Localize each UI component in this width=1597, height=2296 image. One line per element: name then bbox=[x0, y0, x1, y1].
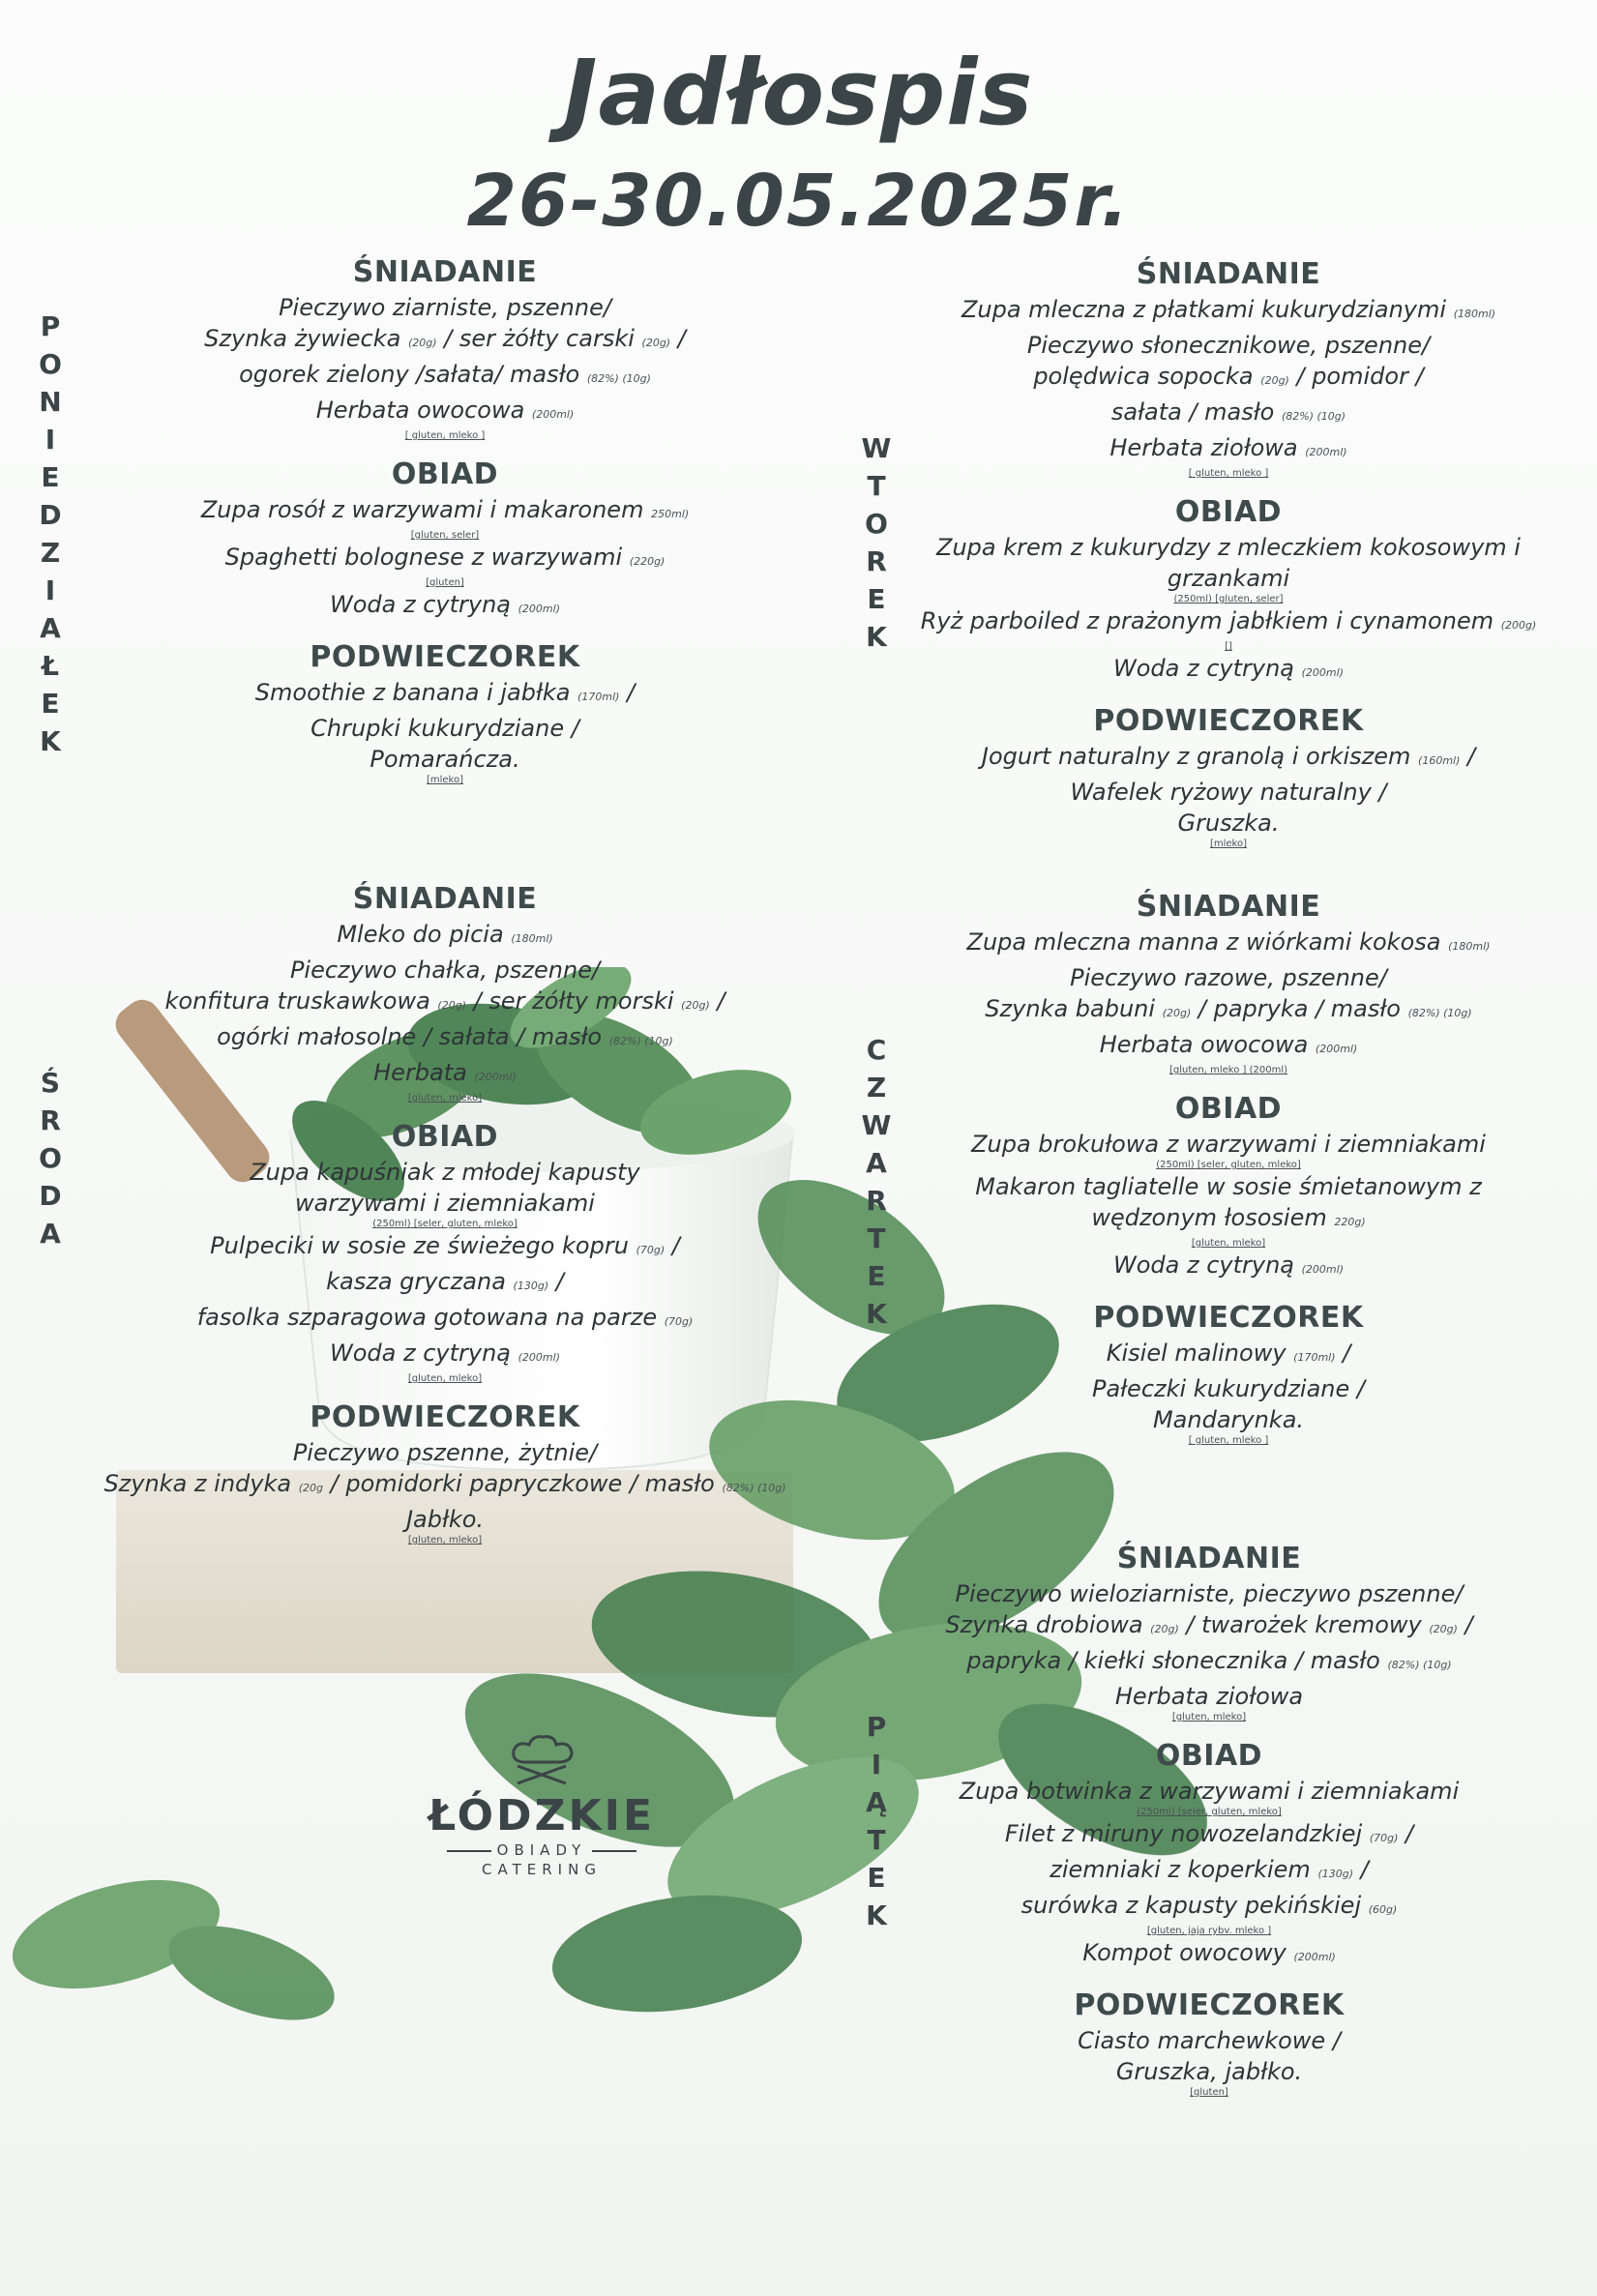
menu-item bbox=[68, 1437, 822, 1468]
menu-item bbox=[68, 1266, 822, 1302]
day-letter: I bbox=[871, 1749, 882, 1781]
menu-item bbox=[68, 986, 822, 1021]
meal-spacer bbox=[851, 689, 1597, 702]
menu-monday bbox=[68, 253, 822, 786]
menu-item bbox=[851, 653, 1597, 689]
menu-item bbox=[851, 1338, 1597, 1373]
item-text: Ciasto marchewkowe / bbox=[1078, 2027, 1341, 2054]
item-text: / bbox=[717, 987, 725, 1015]
day-label-monday bbox=[33, 308, 68, 760]
menu-item bbox=[68, 955, 822, 986]
item-text: Zupa mleczna manna z wiórkami kokosa bbox=[966, 928, 1441, 956]
day-letter: I bbox=[44, 424, 56, 456]
menu-item bbox=[851, 2025, 1567, 2056]
portion-size: (200ml) bbox=[518, 603, 560, 615]
item-text: Pulpeciki w sosie ze świeżego kopru bbox=[210, 1232, 629, 1259]
portion-size: (200ml) bbox=[531, 408, 575, 421]
allergen-note: (250ml) [seler, gluten, mleko] bbox=[1156, 1160, 1301, 1170]
item-text: Herbata bbox=[373, 1059, 467, 1086]
menu-item bbox=[851, 330, 1597, 361]
allergen-note: [gluten, jaja rybv. mleko ] bbox=[1146, 1926, 1272, 1936]
menu-item bbox=[851, 741, 1597, 777]
item-text: Pieczywo pszenne, żytnie/ bbox=[292, 1439, 598, 1466]
menu-item bbox=[68, 494, 822, 530]
day-letter: W bbox=[861, 1109, 892, 1141]
meal-heading: PODWIECZOREK bbox=[1074, 1988, 1345, 2022]
menu-thursday bbox=[851, 888, 1597, 1447]
item-text: Szynka drobiowa bbox=[945, 1611, 1143, 1638]
meal-heading: PODWIECZOREK bbox=[310, 640, 580, 674]
item-text: Zupa brokułowa z warzywami i ziemniakami bbox=[971, 1131, 1486, 1158]
item-text: Woda z cytryną bbox=[329, 1339, 511, 1367]
item-text: Chrupki kukurydziane / bbox=[311, 715, 579, 742]
portion-size: (130g) bbox=[1317, 1868, 1354, 1880]
item-text: / pomidor / bbox=[1296, 363, 1424, 390]
menu-item bbox=[851, 1129, 1597, 1160]
item-text: Szynka żywiecka bbox=[204, 325, 401, 352]
allergen-note: [] bbox=[1225, 641, 1232, 652]
menu-tuesday bbox=[851, 255, 1597, 850]
menu-item bbox=[68, 292, 822, 323]
menu-item bbox=[851, 927, 1597, 962]
menu-item bbox=[68, 542, 822, 577]
portion-size: (82%) (10g) bbox=[608, 1035, 673, 1047]
portion-size: (82%) (10g) bbox=[722, 1482, 786, 1494]
menu-item bbox=[851, 397, 1597, 432]
menu-item bbox=[851, 1171, 1597, 1202]
portion-size: 220g) bbox=[1334, 1216, 1366, 1228]
item-text: Pieczywo wieloziarniste, pieczywo pszenne/ bbox=[955, 1580, 1464, 1607]
portion-size: (20g) bbox=[437, 999, 466, 1012]
portion-size: (82%) (10g) bbox=[1281, 410, 1346, 423]
item-text: Kisiel malinowy bbox=[1106, 1339, 1286, 1367]
menu-item bbox=[851, 1202, 1597, 1238]
allergen-note: [ gluten, mleko ] bbox=[1188, 468, 1269, 479]
chef-hat-icon bbox=[498, 1733, 585, 1785]
menu-item bbox=[68, 1188, 822, 1219]
item-text: Woda z cytryną bbox=[1112, 1251, 1294, 1279]
day-letter: R bbox=[40, 1104, 61, 1136]
meal-heading: ŚNIADANIE bbox=[352, 882, 538, 916]
meal-heading: PODWIECZOREK bbox=[1093, 1301, 1364, 1335]
day-letter: T bbox=[867, 470, 886, 502]
portion-size: (70g) bbox=[636, 1244, 665, 1256]
item-text: Zupa mleczna z płatkami kukurydzianymi bbox=[961, 296, 1447, 323]
menu-wednesday bbox=[68, 880, 822, 1546]
day-letter: R bbox=[866, 1185, 887, 1217]
portion-size: (20g) bbox=[1162, 1007, 1192, 1019]
meal-heading: OBIAD bbox=[1174, 1092, 1283, 1126]
item-text: Herbata owocowa bbox=[315, 397, 525, 424]
allergen-note: [ gluten, mleko ] bbox=[1188, 1435, 1269, 1446]
day-letter: K bbox=[40, 725, 61, 757]
menu-item bbox=[68, 744, 822, 775]
item-text: Jabłko. bbox=[405, 1506, 485, 1533]
portion-size: (180ml) bbox=[1453, 308, 1496, 320]
day-letter: A bbox=[40, 612, 61, 644]
portion-size: (200g) bbox=[1500, 619, 1537, 632]
day-letter: Z bbox=[866, 1072, 887, 1104]
day-letter: E bbox=[867, 1260, 886, 1292]
portion-size: (200ml) bbox=[1301, 1263, 1344, 1276]
menu-item bbox=[851, 563, 1597, 594]
item-text: ziemniaki z koperkiem bbox=[1050, 1856, 1311, 1883]
item-text: Pieczywo ziarniste, pszenne/ bbox=[279, 294, 611, 321]
day-letter: I bbox=[44, 574, 56, 606]
allergen-note: [gluten, mleko] bbox=[1191, 1238, 1266, 1249]
menu-item bbox=[851, 294, 1597, 330]
portion-size: (170ml) bbox=[577, 691, 620, 703]
item-text: / bbox=[627, 679, 636, 706]
allergen-note: [gluten] bbox=[426, 577, 464, 588]
item-text: Szynka babuni bbox=[985, 995, 1156, 1022]
item-text: Wafelek ryżowy naturalny / bbox=[1070, 779, 1387, 806]
menu-item bbox=[68, 1468, 822, 1504]
meal-spacer bbox=[851, 480, 1597, 493]
day-letter: K bbox=[866, 621, 887, 653]
meal-heading: PODWIECZOREK bbox=[310, 1400, 580, 1434]
day-letter: K bbox=[866, 1298, 887, 1330]
menu-item bbox=[851, 532, 1597, 563]
day-letter: P bbox=[40, 310, 61, 342]
portion-size: (70g) bbox=[664, 1315, 694, 1328]
menu-friday bbox=[851, 1540, 1567, 2099]
item-text: sałata / masło bbox=[1110, 398, 1275, 426]
item-text: surówka z kapusty pekińskiej bbox=[1020, 1892, 1362, 1919]
menu-item bbox=[68, 677, 822, 713]
meal-spacer bbox=[68, 625, 822, 638]
portion-size: (200ml) bbox=[1315, 1043, 1358, 1055]
caterer-logo bbox=[406, 1733, 677, 1879]
item-text: Spaghetti bolognese z warzywami bbox=[224, 544, 623, 571]
item-text: / ser żółty morski bbox=[473, 987, 674, 1015]
portion-size: (20g) bbox=[1150, 1623, 1179, 1635]
day-letter: T bbox=[867, 1824, 886, 1856]
item-text: wędzonym łososiem bbox=[1091, 1204, 1327, 1231]
meal-heading: ŚNIADANIE bbox=[352, 255, 538, 289]
allergen-note: [gluten] bbox=[1190, 2087, 1228, 2098]
menu-item bbox=[851, 1854, 1567, 1890]
meal-heading: OBIAD bbox=[391, 1120, 499, 1154]
day-letter: Z bbox=[40, 537, 61, 569]
menu-item bbox=[851, 1776, 1567, 1807]
day-letter: A bbox=[40, 1218, 61, 1250]
portion-size: (20g) bbox=[407, 337, 437, 349]
item-text: Gruszka. bbox=[1177, 809, 1280, 837]
portion-size: (220g) bbox=[629, 555, 665, 568]
item-text: / bbox=[1405, 1820, 1414, 1847]
menu-item bbox=[68, 1157, 822, 1188]
allergen-note: [mleko] bbox=[1209, 839, 1248, 849]
item-text: Zupa krem z kukurydzy z mleczkiem kokosowym i bbox=[936, 534, 1521, 561]
meal-spacer bbox=[68, 1104, 822, 1118]
item-text: kasza gryczana bbox=[326, 1268, 506, 1295]
portion-size: (160ml) bbox=[1418, 754, 1461, 767]
menu-item bbox=[851, 1029, 1597, 1065]
menu-item bbox=[851, 2056, 1567, 2087]
item-text: / bbox=[1360, 1856, 1369, 1883]
item-text: Zupa botwinka z warzywami i ziemniakami bbox=[959, 1778, 1460, 1805]
item-text: / ser żółty carski bbox=[444, 325, 635, 352]
meal-spacer bbox=[851, 1723, 1567, 1737]
item-text: / pomidorki papryczkowe / masło bbox=[330, 1470, 715, 1497]
menu-item bbox=[68, 395, 822, 430]
allergen-note: [gluten, mleko ] (200ml) bbox=[1168, 1065, 1288, 1075]
menu-item bbox=[851, 1818, 1567, 1854]
menu-item bbox=[851, 1578, 1567, 1609]
day-letter: R bbox=[866, 545, 887, 577]
item-text: Woda z cytryną bbox=[329, 591, 511, 618]
item-text: warzywami i ziemniakami bbox=[295, 1190, 595, 1217]
portion-size: (20g bbox=[298, 1482, 323, 1494]
item-text: fasolka szparagowa gotowana na parze bbox=[196, 1304, 658, 1331]
menu-item bbox=[68, 1021, 822, 1057]
day-letter: D bbox=[39, 499, 62, 531]
item-text: Filet z miruny nowozelandzkiej bbox=[1004, 1820, 1363, 1847]
menu-item bbox=[68, 589, 822, 625]
item-text: / bbox=[1464, 1611, 1473, 1638]
menu-item bbox=[851, 1681, 1567, 1712]
meal-heading: ŚNIADANIE bbox=[1116, 1542, 1302, 1575]
menu-item bbox=[851, 1937, 1567, 1973]
portion-size: (60g) bbox=[1368, 1903, 1398, 1916]
item-text: Pieczywo chałka, pszenne/ bbox=[289, 957, 601, 984]
item-text: Pieczywo słonecznikowe, pszenne/ bbox=[1026, 332, 1431, 359]
meal-heading: ŚNIADANIE bbox=[1136, 257, 1321, 291]
item-text: Ryż parboiled z prażonym jabłkiem i cynamonem bbox=[920, 607, 1494, 634]
item-text: ogorek zielony /sałata/ masło bbox=[239, 361, 580, 388]
item-text: ogórki małosolne / sałata / masło bbox=[217, 1023, 603, 1050]
portion-size: (20g) bbox=[641, 337, 671, 349]
portion-size: (200ml) bbox=[1305, 446, 1347, 458]
day-letter: P bbox=[866, 1711, 887, 1743]
day-letter: K bbox=[866, 1899, 887, 1931]
meal-spacer bbox=[68, 442, 822, 456]
allergen-note: (250ml) [seler, gluten, mleko] bbox=[1137, 1807, 1282, 1817]
menu-item bbox=[68, 323, 822, 359]
menu-item bbox=[851, 1645, 1567, 1681]
portion-size: (82%) (10g) bbox=[586, 372, 651, 385]
menu-item bbox=[851, 432, 1597, 468]
logo-name: ŁÓDZKIE bbox=[428, 1791, 656, 1840]
item-text: konfitura truskawkowa bbox=[164, 987, 430, 1015]
date-range: 26-30.05.2025r. bbox=[466, 160, 1131, 243]
menu-item bbox=[68, 359, 822, 395]
item-text: Smoothie z banana i jabłka bbox=[254, 679, 571, 706]
page-title: Jadłospis bbox=[563, 41, 1034, 146]
item-text: Pomarańcza. bbox=[370, 746, 520, 773]
meal-spacer bbox=[851, 1076, 1597, 1090]
meal-heading: PODWIECZOREK bbox=[1093, 704, 1364, 738]
menu-item bbox=[68, 713, 822, 744]
menu-item bbox=[851, 1250, 1597, 1285]
menu-item bbox=[68, 919, 822, 955]
day-letter: E bbox=[41, 688, 60, 720]
meal-heading: OBIAD bbox=[1174, 495, 1283, 529]
day-letter: E bbox=[867, 1862, 886, 1894]
item-text: Mandarynka. bbox=[1152, 1406, 1305, 1433]
menu-item bbox=[851, 962, 1597, 993]
meal-spacer bbox=[851, 1285, 1597, 1299]
portion-size: (200ml) bbox=[1301, 666, 1344, 679]
allergen-note: [gluten, mleko] bbox=[1171, 1712, 1247, 1722]
item-text: Herbata ziołowa bbox=[1109, 434, 1298, 461]
portion-size: (82%) (10g) bbox=[1387, 1659, 1452, 1671]
item-text: Jogurt naturalny z granolą i orkiszem bbox=[981, 743, 1411, 770]
allergen-note: (250ml) [gluten, seler] bbox=[1173, 594, 1284, 604]
menu-item bbox=[68, 1504, 822, 1535]
day-letter: E bbox=[41, 461, 60, 493]
allergen-note: [mleko] bbox=[426, 775, 464, 785]
item-text: / bbox=[671, 1232, 680, 1259]
portion-size: (200ml) bbox=[474, 1071, 517, 1083]
item-text: / bbox=[555, 1268, 564, 1295]
portion-size: (20g) bbox=[1260, 374, 1289, 387]
menu-item bbox=[851, 777, 1597, 808]
menu-item bbox=[851, 1404, 1597, 1435]
day-letter: T bbox=[867, 1222, 886, 1254]
menu-item bbox=[851, 808, 1597, 839]
menu-item bbox=[851, 1609, 1567, 1645]
allergen-note: (250ml) [seler, gluten, mleko] bbox=[372, 1219, 518, 1229]
item-text: Pieczywo razowe, pszenne/ bbox=[1070, 964, 1387, 991]
allergen-note: [gluten, mleko] bbox=[407, 1373, 483, 1384]
portion-size: (180ml) bbox=[1448, 940, 1491, 953]
day-letter: E bbox=[867, 583, 886, 615]
portion-size: (130g) bbox=[513, 1280, 549, 1292]
day-letter: W bbox=[861, 432, 892, 464]
portion-size: (82%) (10g) bbox=[1407, 1007, 1472, 1019]
item-text: / bbox=[1343, 1339, 1351, 1367]
allergen-note: [gluten, mleko] bbox=[407, 1535, 483, 1545]
portion-size: (180ml) bbox=[511, 932, 553, 945]
item-text: Kompot owocowy bbox=[1082, 1939, 1286, 1966]
item-text: Zupa rosół z warzywami i makaronem bbox=[200, 496, 644, 523]
day-letter: O bbox=[39, 1142, 62, 1174]
menu-item bbox=[851, 1890, 1567, 1926]
portion-size: (200ml) bbox=[1293, 1951, 1336, 1963]
allergen-note: [gluten, seler] bbox=[410, 530, 480, 541]
meal-heading: OBIAD bbox=[1155, 1739, 1263, 1773]
meal-spacer bbox=[68, 1385, 822, 1398]
day-letter: O bbox=[39, 348, 62, 380]
day-letter: O bbox=[865, 508, 888, 540]
item-text: Mleko do picia bbox=[337, 921, 504, 948]
menu-item bbox=[851, 361, 1597, 397]
allergen-note: [gluten, mleko] bbox=[407, 1093, 483, 1104]
portion-size: (170ml) bbox=[1293, 1351, 1336, 1364]
item-text: Gruszka, jabłko. bbox=[1115, 2058, 1303, 2085]
item-text: papryka / kiełki słonecznika / masło bbox=[966, 1647, 1380, 1674]
portion-size: (70g) bbox=[1369, 1832, 1399, 1844]
day-letter: Ś bbox=[40, 1067, 61, 1099]
item-text: / bbox=[1467, 743, 1476, 770]
allergen-note: [ gluten, mleko ] bbox=[404, 430, 486, 441]
menu-item bbox=[68, 1230, 822, 1266]
day-letter: D bbox=[39, 1180, 62, 1212]
logo-subtitle-2: CATERING bbox=[482, 1861, 602, 1878]
item-text: / bbox=[677, 325, 686, 352]
day-label-wednesday bbox=[33, 1064, 68, 1252]
menu-item bbox=[68, 1302, 822, 1338]
menu-item bbox=[851, 1373, 1597, 1404]
portion-size: 250ml) bbox=[651, 508, 690, 520]
item-text: / twarożek kremowy bbox=[1186, 1611, 1422, 1638]
meal-heading: OBIAD bbox=[391, 457, 499, 491]
logo-subtitle-1: OBIADY bbox=[406, 1840, 677, 1860]
item-text: Szynka z indyka bbox=[104, 1470, 292, 1497]
day-letter: Ą bbox=[866, 1786, 887, 1818]
item-text: Zupa kapuśniak z młodej kapusty bbox=[250, 1159, 640, 1186]
day-letter: A bbox=[866, 1147, 887, 1179]
day-letter: N bbox=[39, 386, 62, 418]
portion-size: (20g) bbox=[681, 999, 710, 1012]
item-text: Herbata ziołowa bbox=[1114, 1683, 1304, 1710]
menu-item bbox=[851, 993, 1597, 1029]
meal-heading: ŚNIADANIE bbox=[1136, 890, 1321, 924]
item-text: grzankami bbox=[1167, 565, 1290, 592]
meal-spacer bbox=[851, 1973, 1567, 1987]
portion-size: (200ml) bbox=[518, 1351, 560, 1364]
item-text: Herbata owocowa bbox=[1099, 1031, 1309, 1058]
day-letter: C bbox=[866, 1034, 887, 1066]
item-text: Woda z cytryną bbox=[1112, 655, 1294, 682]
menu-item bbox=[851, 605, 1597, 641]
item-text: / papryka / masło bbox=[1198, 995, 1401, 1022]
day-letter: Ł bbox=[42, 650, 59, 682]
item-text: polędwica sopocka bbox=[1033, 363, 1254, 390]
menu-item bbox=[68, 1338, 822, 1373]
portion-size: (20g) bbox=[1429, 1623, 1458, 1635]
item-text: Makaron tagliatelle w sosie śmietanowym z bbox=[975, 1173, 1482, 1200]
menu-item bbox=[68, 1057, 822, 1093]
item-text: Pałeczki kukurydziane / bbox=[1091, 1375, 1365, 1402]
